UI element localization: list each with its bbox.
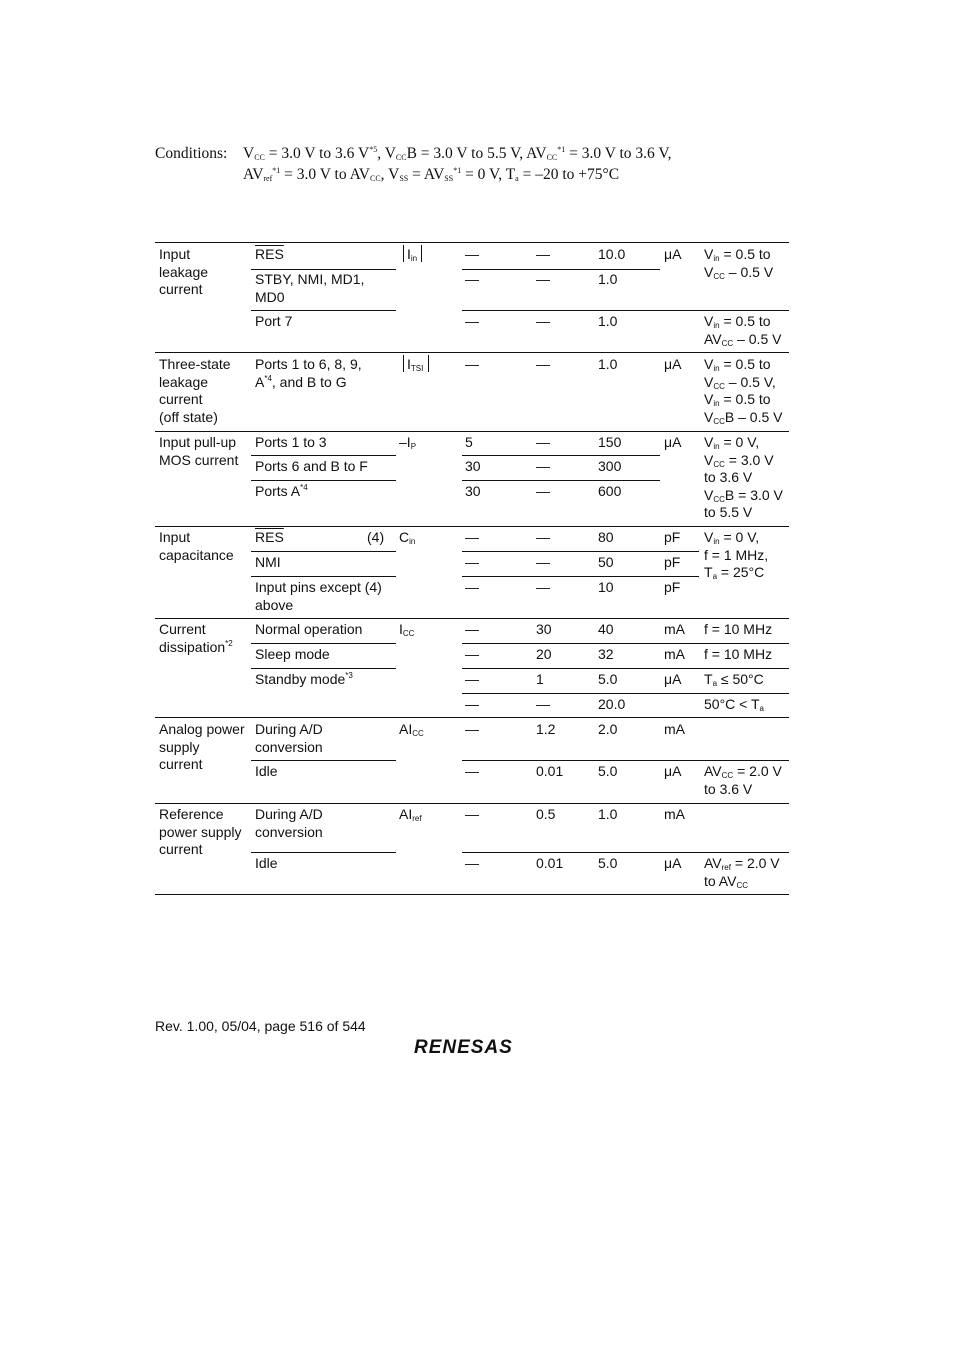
max: 10 <box>598 579 614 595</box>
typ: — <box>536 554 550 570</box>
condition: $V_{in} = 0.5$ to $V_{CC} - 0.5$ V, $V_{in} = 0.5$ to $V_{CC}B - 0.5$ V <box>704 356 783 426</box>
max: 20.0 <box>598 696 626 712</box>
typ: — <box>536 434 550 450</box>
symbol-ip: $-I_P$ <box>399 434 417 451</box>
condition: $V_{in} = 0$ V, $V_{CC} = 3.0$ V to 3.6 V $V_{CC}B = 3.0$ V to 5.5 V <box>704 434 783 520</box>
unit: μA <box>664 434 682 450</box>
min: 30 <box>465 483 481 499</box>
max: 5.0 <box>598 671 618 687</box>
unit: pF <box>664 579 681 595</box>
item-pullup: Input pull-up MOS current <box>159 434 239 468</box>
rule <box>462 852 789 853</box>
pin-during-ad: During A/D conversion <box>255 806 323 840</box>
typ: 1.2 <box>536 721 556 737</box>
pin-ports: Ports 1 to 6, 8, 9, $A^{*4}$, and B to G <box>255 356 362 390</box>
condition: $T_a \le 50^\circ C$ <box>704 671 764 688</box>
max: 10.0 <box>598 246 626 262</box>
rule <box>462 576 699 577</box>
rule <box>462 693 789 694</box>
typ: — <box>536 271 550 287</box>
max: 50 <box>598 554 614 570</box>
unit: pF <box>664 554 681 570</box>
unit: μA <box>664 246 682 262</box>
typ: 0.01 <box>536 763 564 779</box>
row-rule <box>155 717 789 718</box>
rule <box>462 269 660 270</box>
rule <box>462 668 789 669</box>
unit: mA <box>664 646 685 662</box>
item-input-leakage: Input leakage current <box>159 246 209 297</box>
symbol-itsi: $I_{TSI}$ <box>407 356 424 373</box>
rule <box>462 551 699 552</box>
rule <box>462 480 660 481</box>
condition: $V_{in} = 0$ V, f = 1 MHz, $T_a = 25^\circ C$ <box>704 529 769 581</box>
condition: $V_{in} = 0.5$ to $V_{CC} - 0.5$ V <box>704 246 774 281</box>
min: 30 <box>465 458 481 474</box>
pin-input-pins: Input pins except (4) above <box>255 579 382 613</box>
symbol-airef: $AI_{ref}$ <box>399 806 422 823</box>
unit: pF <box>664 529 681 545</box>
rule <box>251 852 396 853</box>
table-bottom-rule <box>155 894 789 895</box>
row-rule <box>155 618 789 619</box>
row-rule <box>155 431 789 432</box>
min: — <box>465 246 479 262</box>
unit: mA <box>664 621 685 637</box>
rule <box>462 310 789 311</box>
table-top-rule <box>155 242 789 243</box>
typ: 1 <box>536 671 544 687</box>
rule <box>251 643 396 644</box>
pin-ports-a: Ports $A^{*4}$ <box>255 483 308 499</box>
unit: mA <box>664 806 685 822</box>
rule <box>251 760 396 761</box>
min: — <box>465 621 479 637</box>
pin-idle: Idle <box>255 763 278 779</box>
symbol-icc: $I_{CC}$ <box>399 621 415 638</box>
min: 5 <box>465 434 473 450</box>
unit: mA <box>664 721 685 737</box>
rule <box>251 668 396 669</box>
condition: $V_{in} = 0.5$ to $AV_{CC} - 0.5$ V <box>704 313 782 348</box>
pin-note: (4) <box>367 529 385 545</box>
max: 80 <box>598 529 614 545</box>
row-rule <box>155 803 789 804</box>
pin-ports-6-bf: Ports 6 and B to F <box>255 458 368 474</box>
page-footer: Rev. 1.00, 05/04, page 516 of 544 <box>155 1018 366 1034</box>
symbol-bar <box>421 245 422 262</box>
min: — <box>465 806 479 822</box>
condition: $50^\circ C < T_a$ <box>704 696 764 713</box>
item-capacitance: Input capacitance <box>159 529 234 563</box>
min: — <box>465 671 479 687</box>
item-analog-power: Analog power supply current <box>159 721 245 772</box>
pin-standby-mode: Standby mode$^{*3}$ <box>255 671 353 687</box>
max: 2.0 <box>598 721 618 737</box>
unit: μA <box>664 855 682 871</box>
max: 1.0 <box>598 271 618 287</box>
max: 5.0 <box>598 855 618 871</box>
pin-ports-1-3: Ports 1 to 3 <box>255 434 327 450</box>
condition: $AV_{CC} = 2.0$ V to 3.6 V <box>704 763 782 797</box>
min: — <box>465 763 479 779</box>
rule <box>251 576 396 577</box>
rule <box>462 643 789 644</box>
pin-res: $\overline{RES}$ <box>255 246 284 262</box>
max: 600 <box>598 483 622 499</box>
condition: $AV_{ref} = 2.0$ V to $AV_{CC}$ <box>704 855 780 890</box>
condition: f = 10 MHz <box>704 621 773 637</box>
symbol-iin: $I_{in}$ <box>407 246 418 263</box>
unit: μA <box>664 763 682 779</box>
min: — <box>465 271 479 287</box>
max: 5.0 <box>598 763 618 779</box>
pin-nmi: NMI <box>255 554 281 570</box>
rule <box>462 760 789 761</box>
rule <box>251 480 396 481</box>
typ: — <box>536 356 550 372</box>
unit: μA <box>664 356 682 372</box>
typ: — <box>536 483 550 499</box>
conditions-line-1: $V_{CC} = 3.0$ V to 3.6 $V^{*5}$, $V_{CC}B = 3.0$ V to 5.5 V, $AV_{CC}^{*1} = 3.0$ V to 3.6 V, <box>243 145 672 162</box>
symbol-bar <box>428 355 429 372</box>
min: — <box>465 855 479 871</box>
svg-text:RENESAS: RENESAS <box>414 1037 513 1058</box>
conditions-line-2: $AV_{ref}^{*1} = 3.0$ V to $AV_{CC}$, $V_{SS} = AV_{SS}^{*1} = 0$ V, $T_a = -20$ to +75°C <box>243 166 620 183</box>
pin-stby-nmi-md: STBY, NMI, MD1, MD0 <box>255 271 365 305</box>
typ: — <box>536 246 550 262</box>
condition: f = 10 MHz <box>704 646 773 662</box>
max: 32 <box>598 646 614 662</box>
max: 1.0 <box>598 313 618 329</box>
typ: — <box>536 529 550 545</box>
typ: — <box>536 313 550 329</box>
pin-during-ad: During A/D conversion <box>255 721 323 755</box>
rule <box>251 455 396 456</box>
typ: 0.5 <box>536 806 556 822</box>
rule <box>462 455 660 456</box>
conditions-label: Conditions: <box>155 145 228 162</box>
pin-normal-operation: Normal operation <box>255 621 363 637</box>
pin-res: $\overline{RES}$ <box>255 529 284 545</box>
symbol-cin: $C_{in}$ <box>399 529 416 546</box>
min: — <box>465 646 479 662</box>
max: 1.0 <box>598 806 618 822</box>
rule <box>251 551 396 552</box>
typ: — <box>536 458 550 474</box>
typ: — <box>536 579 550 595</box>
max: 40 <box>598 621 614 637</box>
item-three-state: Three-state leakage current (off state) <box>159 356 231 425</box>
pin-idle: Idle <box>255 855 278 871</box>
typ: 0.01 <box>536 855 564 871</box>
min: — <box>465 356 479 372</box>
min: — <box>465 696 479 712</box>
typ: 30 <box>536 621 552 637</box>
symbol-bar <box>403 355 404 372</box>
typ: — <box>536 696 550 712</box>
rule <box>251 269 396 270</box>
min: — <box>465 529 479 545</box>
pin-sleep-mode: Sleep mode <box>255 646 330 662</box>
max: 150 <box>598 434 622 450</box>
item-reference-power: Reference power supply current <box>159 806 242 857</box>
rule <box>251 310 396 311</box>
max: 300 <box>598 458 622 474</box>
row-rule <box>155 352 789 353</box>
unit: μA <box>664 671 682 687</box>
row-rule <box>155 526 789 527</box>
min: — <box>465 554 479 570</box>
renesas-logo <box>414 1034 534 1063</box>
max: 1.0 <box>598 356 618 372</box>
pin-port-7: Port 7 <box>255 313 293 329</box>
item-dissipation: Current dissipation$^{*2}$ <box>159 621 233 655</box>
symbol-aicc: $AI_{CC}$ <box>399 721 424 738</box>
min: — <box>465 313 479 329</box>
symbol-bar <box>403 245 404 262</box>
typ: 20 <box>536 646 552 662</box>
min: — <box>465 721 479 737</box>
min: — <box>465 579 479 595</box>
